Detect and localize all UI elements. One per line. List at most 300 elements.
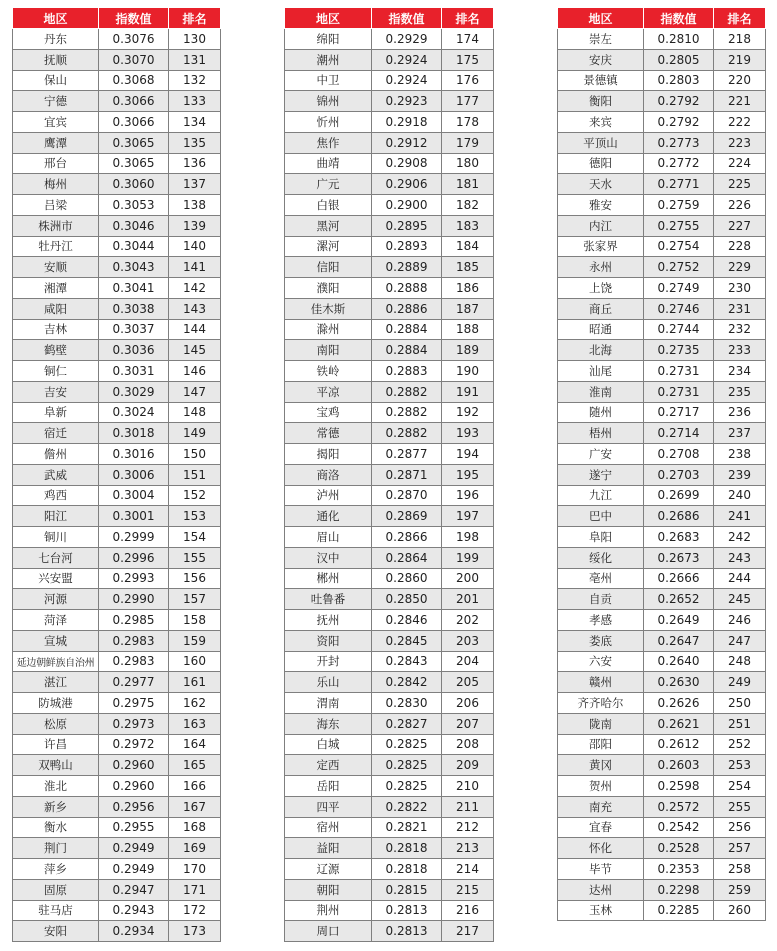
index-cell: 0.2825 [372,755,442,776]
region-cell: 毕节 [558,859,644,880]
rank-cell: 217 [442,921,494,942]
rank-cell: 153 [169,506,221,527]
index-cell: 0.2528 [644,838,714,859]
table-row [558,195,766,216]
table-row [558,589,766,610]
region-cell: 平凉 [285,381,372,402]
region-cell: 天水 [558,174,644,195]
table-row [13,527,221,548]
table-row [285,630,494,651]
table-header-row [13,8,221,29]
region-cell: 萍乡 [13,859,99,880]
rank-cell: 139 [169,215,221,236]
rank-cell: 229 [714,257,766,278]
rank-cell: 157 [169,589,221,610]
table-row [558,215,766,236]
region-cell: 邢台 [13,153,99,174]
rank-cell: 184 [442,236,494,257]
region-cell: 南充 [558,796,644,817]
region-cell: 吕梁 [13,195,99,216]
table-row [285,547,494,568]
region-cell: 鹰潭 [13,132,99,153]
index-cell: 0.3066 [99,112,169,133]
index-cell: 0.2877 [372,444,442,465]
table-row [285,29,494,50]
region-cell: 荆门 [13,838,99,859]
rank-cell: 207 [442,713,494,734]
table-row [285,651,494,672]
table-row [13,900,221,921]
table-row [558,132,766,153]
region-header: 地区 [285,8,372,29]
ranking-table-2 [284,7,494,942]
index-cell: 0.2572 [644,796,714,817]
table-row [285,817,494,838]
rank-cell: 147 [169,381,221,402]
table-row [285,527,494,548]
region-cell: 黑河 [285,215,372,236]
rank-cell: 208 [442,734,494,755]
region-cell: 菏泽 [13,610,99,631]
table-row [558,361,766,382]
index-cell: 0.3029 [99,381,169,402]
table-row [13,589,221,610]
rank-cell: 182 [442,195,494,216]
region-cell: 益阳 [285,838,372,859]
table-row [558,734,766,755]
table-row [285,319,494,340]
rank-header: 排名 [442,8,494,29]
rank-cell: 249 [714,672,766,693]
index-cell: 0.2666 [644,568,714,589]
region-cell: 湘潭 [13,278,99,299]
region-cell: 白城 [285,734,372,755]
table-row [13,651,221,672]
index-header: 指数值 [99,8,169,29]
table-row [13,734,221,755]
rank-cell: 195 [442,464,494,485]
region-cell: 丹东 [13,29,99,50]
index-cell: 0.2882 [372,381,442,402]
region-cell: 安阳 [13,921,99,942]
region-cell: 朝阳 [285,879,372,900]
table-row [13,132,221,153]
rank-cell: 194 [442,444,494,465]
table-row [558,444,766,465]
region-cell: 南阳 [285,340,372,361]
table-row [558,568,766,589]
rank-cell: 183 [442,215,494,236]
region-cell: 信阳 [285,257,372,278]
region-cell: 滁州 [285,319,372,340]
table-row [285,49,494,70]
rank-cell: 146 [169,361,221,382]
index-cell: 0.2686 [644,506,714,527]
rank-cell: 206 [442,693,494,714]
rank-cell: 260 [714,900,766,921]
table-row [285,506,494,527]
region-cell: 通化 [285,506,372,527]
rank-cell: 219 [714,49,766,70]
rank-cell: 163 [169,713,221,734]
rank-cell: 259 [714,879,766,900]
region-cell: 上饶 [558,278,644,299]
table-row [558,49,766,70]
rank-cell: 189 [442,340,494,361]
rank-cell: 185 [442,257,494,278]
table-row [558,776,766,797]
rank-cell: 205 [442,672,494,693]
table-row [558,900,766,921]
table-row [13,610,221,631]
index-cell: 0.2821 [372,817,442,838]
index-cell: 0.3041 [99,278,169,299]
index-cell: 0.2843 [372,651,442,672]
table-row [558,257,766,278]
rank-cell: 191 [442,381,494,402]
region-cell: 常德 [285,423,372,444]
rank-cell: 235 [714,381,766,402]
rank-cell: 186 [442,278,494,299]
rank-cell: 143 [169,298,221,319]
index-cell: 0.2772 [644,153,714,174]
rank-cell: 133 [169,91,221,112]
rank-cell: 178 [442,112,494,133]
table-row [285,838,494,859]
index-cell: 0.2884 [372,319,442,340]
index-cell: 0.2683 [644,527,714,548]
region-cell: 鹤壁 [13,340,99,361]
rank-cell: 230 [714,278,766,299]
table-row [558,70,766,91]
index-cell: 0.2934 [99,921,169,942]
table-row [558,112,766,133]
index-cell: 0.3053 [99,195,169,216]
region-cell: 泸州 [285,485,372,506]
index-cell: 0.3016 [99,444,169,465]
rank-cell: 158 [169,610,221,631]
index-cell: 0.2827 [372,713,442,734]
region-cell: 牡丹江 [13,236,99,257]
table-header-row [285,8,494,29]
index-cell: 0.3006 [99,464,169,485]
table-row [13,257,221,278]
table-row [558,319,766,340]
index-cell: 0.2818 [372,859,442,880]
rank-cell: 248 [714,651,766,672]
rank-cell: 220 [714,70,766,91]
table-row [558,651,766,672]
index-cell: 0.2842 [372,672,442,693]
table-row [285,485,494,506]
table-row [285,568,494,589]
rank-cell: 226 [714,195,766,216]
region-cell: 濮阳 [285,278,372,299]
index-cell: 0.2996 [99,547,169,568]
region-header: 地区 [558,8,644,29]
index-cell: 0.2640 [644,651,714,672]
region-cell: 汉中 [285,547,372,568]
index-cell: 0.3066 [99,91,169,112]
region-cell: 宿州 [285,817,372,838]
rank-cell: 218 [714,29,766,50]
region-cell: 六安 [558,651,644,672]
index-cell: 0.2792 [644,91,714,112]
rank-cell: 211 [442,796,494,817]
region-cell: 永州 [558,257,644,278]
region-cell: 衡阳 [558,91,644,112]
table-row [285,776,494,797]
region-cell: 宜宾 [13,112,99,133]
index-cell: 0.3001 [99,506,169,527]
rank-cell: 245 [714,589,766,610]
region-cell: 娄底 [558,630,644,651]
rank-cell: 134 [169,112,221,133]
index-cell: 0.2803 [644,70,714,91]
table-row [13,547,221,568]
index-cell: 0.2949 [99,859,169,880]
rank-cell: 228 [714,236,766,257]
region-cell: 延边朝鲜族自治州 [13,651,99,672]
rank-cell: 196 [442,485,494,506]
region-cell: 忻州 [285,112,372,133]
index-cell: 0.2626 [644,693,714,714]
table-row [558,547,766,568]
table-row [558,506,766,527]
index-cell: 0.2714 [644,423,714,444]
rank-cell: 130 [169,29,221,50]
index-cell: 0.2792 [644,112,714,133]
region-cell: 玉林 [558,900,644,921]
table-row [13,713,221,734]
rank-cell: 234 [714,361,766,382]
index-cell: 0.2285 [644,900,714,921]
index-cell: 0.2822 [372,796,442,817]
rank-cell: 142 [169,278,221,299]
table-row [558,630,766,651]
index-cell: 0.2754 [644,236,714,257]
index-cell: 0.2850 [372,589,442,610]
region-cell: 随州 [558,402,644,423]
rank-cell: 200 [442,568,494,589]
rank-cell: 221 [714,91,766,112]
rank-cell: 209 [442,755,494,776]
table-row [285,464,494,485]
rank-cell: 203 [442,630,494,651]
index-cell: 0.2630 [644,672,714,693]
table-row [558,278,766,299]
index-cell: 0.3044 [99,236,169,257]
rank-cell: 188 [442,319,494,340]
rank-cell: 164 [169,734,221,755]
rank-cell: 223 [714,132,766,153]
region-cell: 铜川 [13,527,99,548]
region-cell: 贺州 [558,776,644,797]
table-row [285,153,494,174]
index-cell: 0.3043 [99,257,169,278]
region-cell: 孝感 [558,610,644,631]
rank-cell: 225 [714,174,766,195]
rank-cell: 190 [442,361,494,382]
table-row [285,444,494,465]
rank-cell: 202 [442,610,494,631]
region-cell: 武威 [13,464,99,485]
rank-cell: 145 [169,340,221,361]
index-cell: 0.2886 [372,298,442,319]
region-cell: 商丘 [558,298,644,319]
index-cell: 0.2298 [644,879,714,900]
index-cell: 0.2699 [644,485,714,506]
index-cell: 0.2717 [644,402,714,423]
region-cell: 黄冈 [558,755,644,776]
index-cell: 0.2813 [372,900,442,921]
table-row [13,796,221,817]
rank-cell: 167 [169,796,221,817]
region-cell: 宜春 [558,817,644,838]
region-cell: 锦州 [285,91,372,112]
rank-cell: 173 [169,921,221,942]
region-cell: 怀化 [558,838,644,859]
region-cell: 阜新 [13,402,99,423]
index-cell: 0.2955 [99,817,169,838]
rank-cell: 161 [169,672,221,693]
rank-cell: 179 [442,132,494,153]
table-row [13,838,221,859]
index-header: 指数值 [372,8,442,29]
rank-cell: 258 [714,859,766,880]
index-cell: 0.2830 [372,693,442,714]
region-cell: 自贡 [558,589,644,610]
region-cell: 崇左 [558,29,644,50]
region-cell: 固原 [13,879,99,900]
region-header: 地区 [13,8,99,29]
index-cell: 0.2825 [372,734,442,755]
region-cell: 乐山 [285,672,372,693]
rank-cell: 137 [169,174,221,195]
region-cell: 来宾 [558,112,644,133]
rank-cell: 180 [442,153,494,174]
table-row [13,693,221,714]
index-cell: 0.2975 [99,693,169,714]
table-row [13,485,221,506]
rank-cell: 199 [442,547,494,568]
table-row [558,153,766,174]
table-row [285,215,494,236]
index-cell: 0.2612 [644,734,714,755]
region-cell: 雅安 [558,195,644,216]
rank-cell: 201 [442,589,494,610]
index-cell: 0.2649 [644,610,714,631]
rank-cell: 232 [714,319,766,340]
ranking-table-1 [12,7,221,942]
region-cell: 白银 [285,195,372,216]
index-cell: 0.2603 [644,755,714,776]
region-cell: 陇南 [558,713,644,734]
region-cell: 汕尾 [558,361,644,382]
rank-cell: 136 [169,153,221,174]
index-cell: 0.2846 [372,610,442,631]
index-cell: 0.2749 [644,278,714,299]
index-cell: 0.2744 [644,319,714,340]
index-cell: 0.2755 [644,215,714,236]
index-cell: 0.2598 [644,776,714,797]
table-row [285,423,494,444]
table-row [13,423,221,444]
region-cell: 鸡西 [13,485,99,506]
index-cell: 0.2883 [372,361,442,382]
region-cell: 邵阳 [558,734,644,755]
index-cell: 0.2752 [644,257,714,278]
region-cell: 潮州 [285,49,372,70]
index-cell: 0.3031 [99,361,169,382]
region-cell: 张家界 [558,236,644,257]
rank-cell: 144 [169,319,221,340]
table-row [285,278,494,299]
rank-cell: 135 [169,132,221,153]
rank-cell: 251 [714,713,766,734]
table-row [558,859,766,880]
table-row [558,91,766,112]
table-row [285,174,494,195]
rank-cell: 141 [169,257,221,278]
region-cell: 绥化 [558,547,644,568]
table-row [13,215,221,236]
rank-cell: 238 [714,444,766,465]
index-header: 指数值 [644,8,714,29]
index-cell: 0.2673 [644,547,714,568]
table-row [558,713,766,734]
index-cell: 0.2923 [372,91,442,112]
rank-cell: 159 [169,630,221,651]
table-row [558,340,766,361]
index-cell: 0.3004 [99,485,169,506]
index-cell: 0.2773 [644,132,714,153]
table-row [285,112,494,133]
index-cell: 0.2993 [99,568,169,589]
index-cell: 0.2983 [99,651,169,672]
table-row [558,693,766,714]
table-row [285,610,494,631]
rank-cell: 171 [169,879,221,900]
table-row [285,921,494,942]
index-cell: 0.2960 [99,776,169,797]
rank-cell: 256 [714,817,766,838]
rank-cell: 177 [442,91,494,112]
rank-cell: 224 [714,153,766,174]
rank-cell: 253 [714,755,766,776]
index-cell: 0.3076 [99,29,169,50]
table-row [285,70,494,91]
table-row [285,340,494,361]
table-row [285,713,494,734]
rank-cell: 138 [169,195,221,216]
rank-cell: 198 [442,527,494,548]
index-cell: 0.2985 [99,610,169,631]
rank-cell: 216 [442,900,494,921]
index-cell: 0.2924 [372,70,442,91]
index-cell: 0.2731 [644,361,714,382]
index-cell: 0.3037 [99,319,169,340]
region-cell: 郴州 [285,568,372,589]
table-row [285,734,494,755]
region-cell: 赣州 [558,672,644,693]
index-cell: 0.2977 [99,672,169,693]
index-cell: 0.2652 [644,589,714,610]
region-cell: 双鸭山 [13,755,99,776]
region-cell: 湛江 [13,672,99,693]
index-cell: 0.2805 [644,49,714,70]
index-cell: 0.2943 [99,900,169,921]
